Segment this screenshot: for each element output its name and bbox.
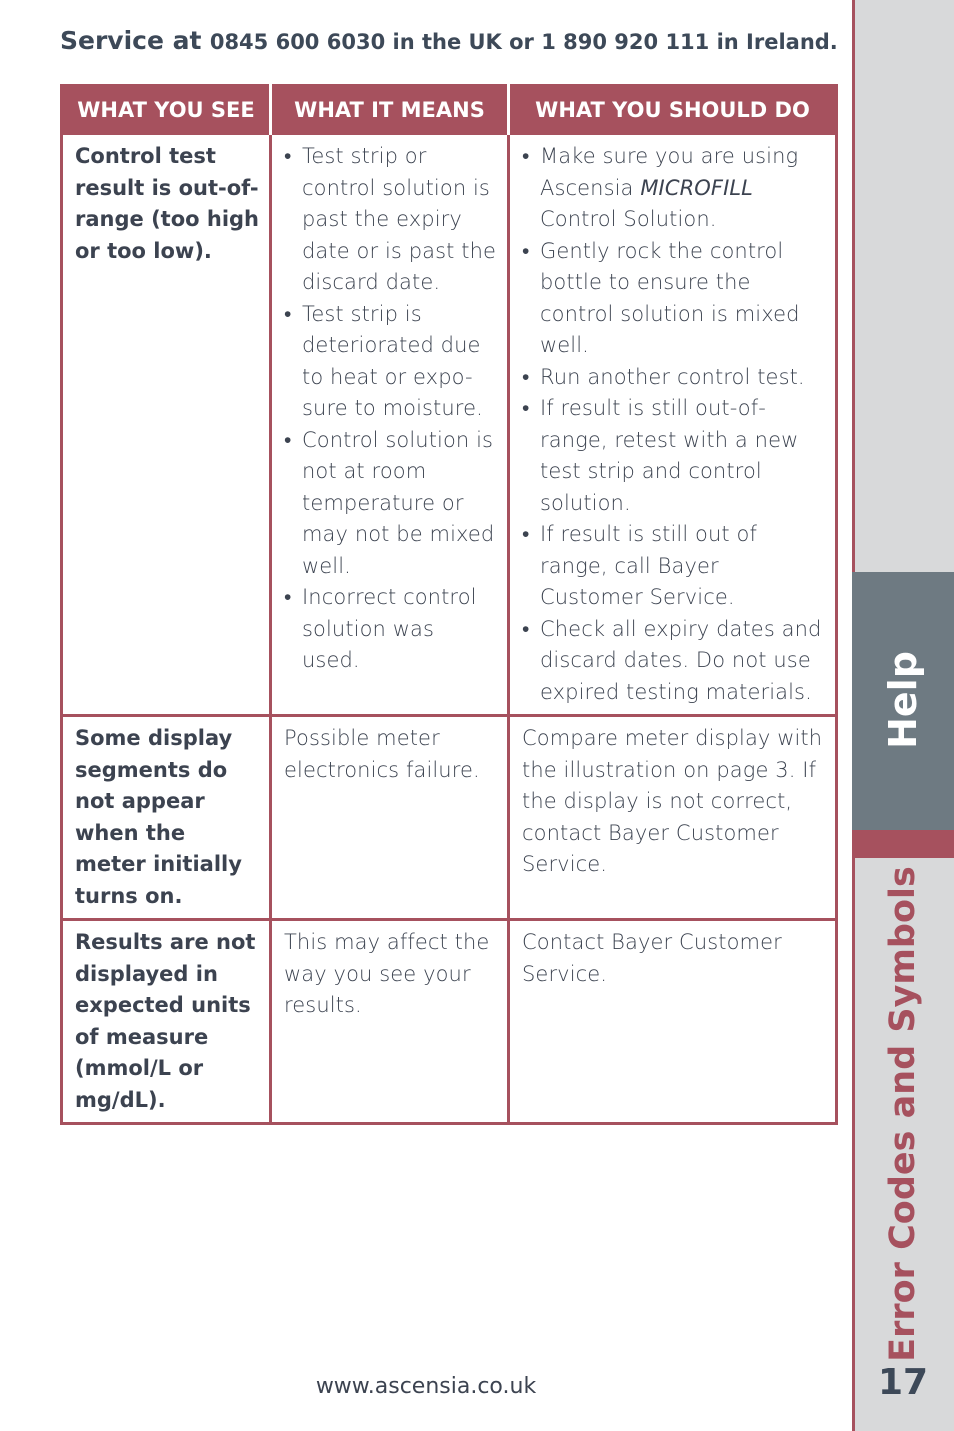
troubleshooting-table <box>60 84 838 1125</box>
list-item: • If result is still out of range, call Bayer Customer Service. <box>522 522 757 609</box>
page-number: 17 <box>877 1362 929 1403</box>
table-row <box>62 134 837 716</box>
list-item: • Make sure you are using Ascensia MICROFILL Control Solution. <box>522 144 799 231</box>
list-item: • Test strip or control solution is past the expiry date or is past the discard date. <box>284 144 497 294</box>
list-item: • Control solution is not at room temperature or may not be mixed well. <box>284 427 495 578</box>
header-what-you-should-do: WHAT YOU SHOULD DO <box>509 86 837 134</box>
action-list <box>522 141 825 708</box>
list-item: • Test strip is deteriorated due to heat or expo-sure to moisture. <box>284 301 483 420</box>
list-item: • Gently rock the control bottle to ensure the control solution is mixed well. <box>522 238 800 357</box>
header-what-you-see: WHAT YOU SEE <box>62 86 271 134</box>
row-meaning: This may affect the way you see your results. <box>271 920 509 1124</box>
service-phone-numbers: 0845 600 6030 in the UK or 1 890 920 111 in Ireland. <box>209 30 838 54</box>
service-contact-line <box>60 26 840 55</box>
footer-website: www.ascensia.co.uk <box>315 1374 537 1399</box>
brand-name: MICROFILL <box>640 175 753 200</box>
row-action: Contact Bayer Customer Service. <box>509 920 837 1124</box>
list-item: • Run another control test. <box>522 364 805 389</box>
row-symptom: Control test result is out-of-range (too high or too low). <box>62 134 271 716</box>
section-title: Error Codes and Symbols <box>883 866 923 1362</box>
row-meaning <box>271 134 509 716</box>
table-row <box>62 716 837 920</box>
side-accent-bar <box>852 830 954 858</box>
row-symptom: Some display segments do not appear when the meter initially turns on. <box>62 716 271 920</box>
help-tab-label: Help <box>881 651 925 749</box>
meaning-list <box>284 141 497 677</box>
list-item: • Incorrect control solution was used. <box>284 585 477 672</box>
list-item: • Check all expiry dates and discard dates. Do not use expired testing materials. <box>522 616 822 704</box>
row-action: Compare meter display with the illustration on page 3. If the display is not correct, contact Bayer Customer Service. <box>509 716 837 920</box>
list-item: • If result is still out-of-range, retest with a new test strip and control solution. <box>522 396 799 515</box>
row-meaning: Possible meter electronics failure. <box>271 716 509 920</box>
table-header-row <box>62 86 837 134</box>
header-what-it-means: WHAT IT MEANS <box>271 86 509 134</box>
row-symptom: Results are not displayed in expected units of measure (mmol/L or mg/dL). <box>62 920 271 1124</box>
table-row <box>62 920 837 1124</box>
service-lead-text: Service at <box>60 26 202 55</box>
row-action <box>509 134 837 716</box>
